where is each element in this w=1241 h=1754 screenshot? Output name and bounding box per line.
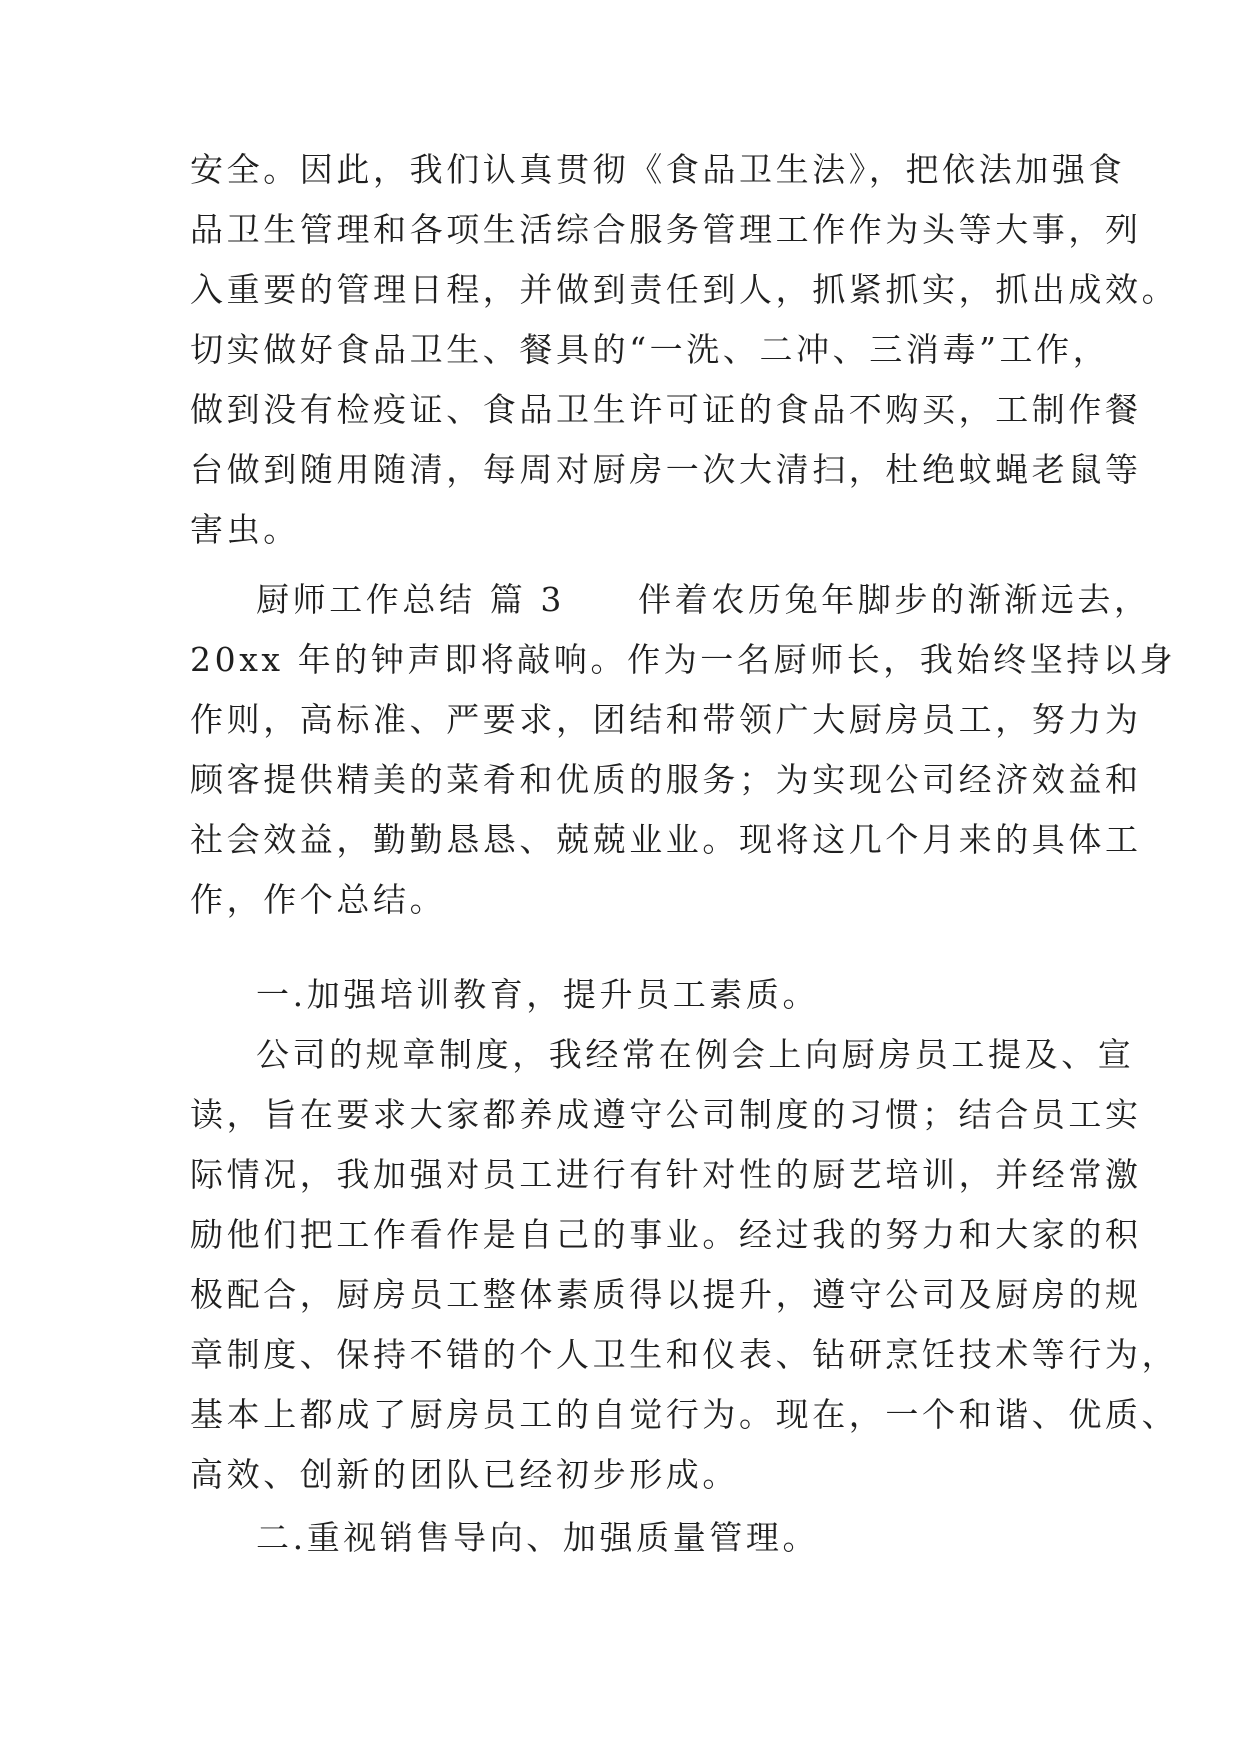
text-line: 做到没有检疫证、食品卫生许可证的食品不购买，工制作餐 xyxy=(190,390,1142,429)
text-line: 公司的规章制度，我经常在例会上向厨房员工提及、宣 xyxy=(256,1035,1135,1074)
section-heading-sales xyxy=(190,1508,1060,1568)
text-line: 安全。因此，我们认真贯彻《食品卫生法》，把依法加强食 xyxy=(190,150,1126,189)
text-line: 顾客提供精美的菜肴和优质的服务；为实现公司经济效益和 xyxy=(190,760,1142,799)
paragraph-training xyxy=(190,1025,1179,1505)
text-line: 厨师工作总结 篇 3 伴着农历兔年脚步的渐渐远去， xyxy=(256,580,1151,619)
section-heading: 二.重视销售导向、加强质量管理。 xyxy=(256,1518,820,1557)
text-line: 高效、创新的团队已经初步形成。 xyxy=(190,1455,739,1494)
text-line: 社会效益，勤勤恳恳、兢兢业业。现将这几个月来的具体工 xyxy=(190,820,1142,859)
text-line: 切实做好食品卫生、餐具的“一洗、二冲、三消毒”工作， xyxy=(190,330,1110,369)
text-line: 际情况，我加强对员工进行有针对性的厨艺培训，并经常激 xyxy=(190,1155,1142,1194)
text-line: 读，旨在要求大家都养成遵守公司制度的习惯；结合员工实 xyxy=(190,1095,1142,1134)
text-line: 20xx 年的钟声即将敲响。作为一名厨师长，我始终坚持以身 xyxy=(190,640,1177,679)
paragraph-chef-summary-intro xyxy=(190,570,1177,930)
text-line: 作则，高标准、严要求，团结和带领广大厨房员工，努力为 xyxy=(190,700,1142,739)
section-heading-training xyxy=(190,965,1060,1025)
text-line: 基本上都成了厨房员工的自觉行为。现在，一个和谐、优质、 xyxy=(190,1395,1179,1434)
text-line: 台做到随用随清，每周对厨房一次大清扫，杜绝蚊蝇老鼠等 xyxy=(190,450,1142,489)
text-line: 品卫生管理和各项生活综合服务管理工作作为头等大事，列 xyxy=(190,210,1142,249)
text-line: 作，作个总结。 xyxy=(190,880,447,919)
text-line: 章制度、保持不错的个人卫生和仪表、钻研烹饪技术等行为， xyxy=(190,1335,1179,1374)
text-line: 入重要的管理日程，并做到责任到人，抓紧抓实，抓出成效。 xyxy=(190,270,1179,309)
text-line: 害虫。 xyxy=(190,510,300,549)
paragraph-food-safety xyxy=(190,140,1179,560)
text-line: 极配合，厨房员工整体素质得以提升，遵守公司及厨房的规 xyxy=(190,1275,1142,1314)
section-heading: 一.加强培训教育，提升员工素质。 xyxy=(256,975,820,1014)
text-line: 励他们把工作看作是自己的事业。经过我的努力和大家的积 xyxy=(190,1215,1142,1254)
